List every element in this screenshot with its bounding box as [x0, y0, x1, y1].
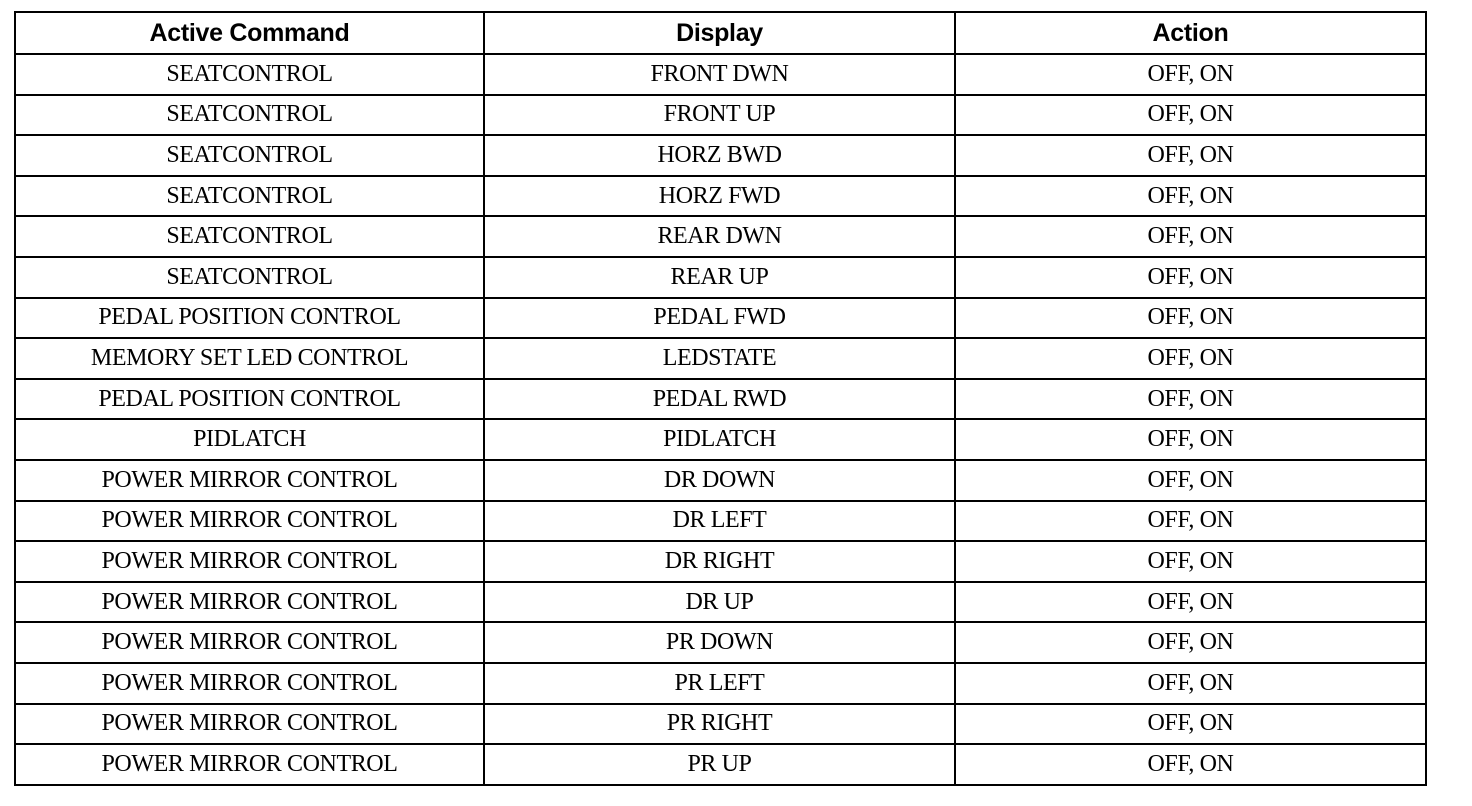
action-cell: OFF, ON: [955, 663, 1426, 704]
header-display: Display: [484, 12, 955, 54]
active-command-cell: SEATCONTROL: [15, 176, 484, 217]
display-cell: HORZ BWD: [484, 135, 955, 176]
action-cell: OFF, ON: [955, 379, 1426, 420]
display-cell: REAR UP: [484, 257, 955, 298]
table-row: [15, 704, 1426, 745]
active-command-cell: SEATCONTROL: [15, 54, 484, 95]
display-cell: DR UP: [484, 582, 955, 623]
active-command-cell: SEATCONTROL: [15, 257, 484, 298]
active-command-cell: SEATCONTROL: [15, 216, 484, 257]
table-row: [15, 257, 1426, 298]
table-header: [15, 12, 1426, 54]
header-row: [15, 12, 1426, 54]
display-cell: LEDSTATE: [484, 338, 955, 379]
display-cell: PIDLATCH: [484, 419, 955, 460]
active-command-cell: POWER MIRROR CONTROL: [15, 704, 484, 745]
action-cell: OFF, ON: [955, 54, 1426, 95]
table-body: [15, 54, 1426, 785]
display-cell: PR LEFT: [484, 663, 955, 704]
table-row: [15, 541, 1426, 582]
active-command-cell: PIDLATCH: [15, 419, 484, 460]
active-command-cell: SEATCONTROL: [15, 95, 484, 136]
display-cell: PEDAL RWD: [484, 379, 955, 420]
action-cell: OFF, ON: [955, 216, 1426, 257]
display-cell: DR DOWN: [484, 460, 955, 501]
display-cell: PR RIGHT: [484, 704, 955, 745]
action-cell: OFF, ON: [955, 176, 1426, 217]
active-command-cell: POWER MIRROR CONTROL: [15, 622, 484, 663]
display-cell: DR RIGHT: [484, 541, 955, 582]
table-row: [15, 176, 1426, 217]
table-row: [15, 379, 1426, 420]
display-cell: PEDAL FWD: [484, 298, 955, 339]
document-page: [14, 11, 1425, 786]
active-command-cell: POWER MIRROR CONTROL: [15, 541, 484, 582]
table-row: [15, 95, 1426, 136]
command-table: [14, 11, 1427, 786]
active-command-cell: POWER MIRROR CONTROL: [15, 501, 484, 542]
active-command-cell: MEMORY SET LED CONTROL: [15, 338, 484, 379]
active-command-cell: POWER MIRROR CONTROL: [15, 663, 484, 704]
active-command-cell: POWER MIRROR CONTROL: [15, 460, 484, 501]
action-cell: OFF, ON: [955, 257, 1426, 298]
action-cell: OFF, ON: [955, 582, 1426, 623]
action-cell: OFF, ON: [955, 95, 1426, 136]
action-cell: OFF, ON: [955, 704, 1426, 745]
active-command-cell: PEDAL POSITION CONTROL: [15, 379, 484, 420]
table-row: [15, 663, 1426, 704]
table-row: [15, 135, 1426, 176]
display-cell: DR LEFT: [484, 501, 955, 542]
action-cell: OFF, ON: [955, 298, 1426, 339]
table-row: [15, 54, 1426, 95]
display-cell: PR DOWN: [484, 622, 955, 663]
display-cell: FRONT DWN: [484, 54, 955, 95]
table-row: [15, 501, 1426, 542]
action-cell: OFF, ON: [955, 460, 1426, 501]
table-row: [15, 338, 1426, 379]
table-row: [15, 298, 1426, 339]
active-command-cell: SEATCONTROL: [15, 135, 484, 176]
display-cell: HORZ FWD: [484, 176, 955, 217]
table-row: [15, 460, 1426, 501]
action-cell: OFF, ON: [955, 501, 1426, 542]
active-command-cell: POWER MIRROR CONTROL: [15, 582, 484, 623]
action-cell: OFF, ON: [955, 744, 1426, 785]
action-cell: OFF, ON: [955, 419, 1426, 460]
table-row: [15, 419, 1426, 460]
active-command-cell: POWER MIRROR CONTROL: [15, 744, 484, 785]
header-action: Action: [955, 12, 1426, 54]
action-cell: OFF, ON: [955, 135, 1426, 176]
display-cell: REAR DWN: [484, 216, 955, 257]
action-cell: OFF, ON: [955, 338, 1426, 379]
display-cell: PR UP: [484, 744, 955, 785]
display-cell: FRONT UP: [484, 95, 955, 136]
table-row: [15, 216, 1426, 257]
action-cell: OFF, ON: [955, 622, 1426, 663]
active-command-cell: PEDAL POSITION CONTROL: [15, 298, 484, 339]
header-active-command: Active Command: [15, 12, 484, 54]
table-row: [15, 582, 1426, 623]
table-row: [15, 622, 1426, 663]
action-cell: OFF, ON: [955, 541, 1426, 582]
table-row: [15, 744, 1426, 785]
